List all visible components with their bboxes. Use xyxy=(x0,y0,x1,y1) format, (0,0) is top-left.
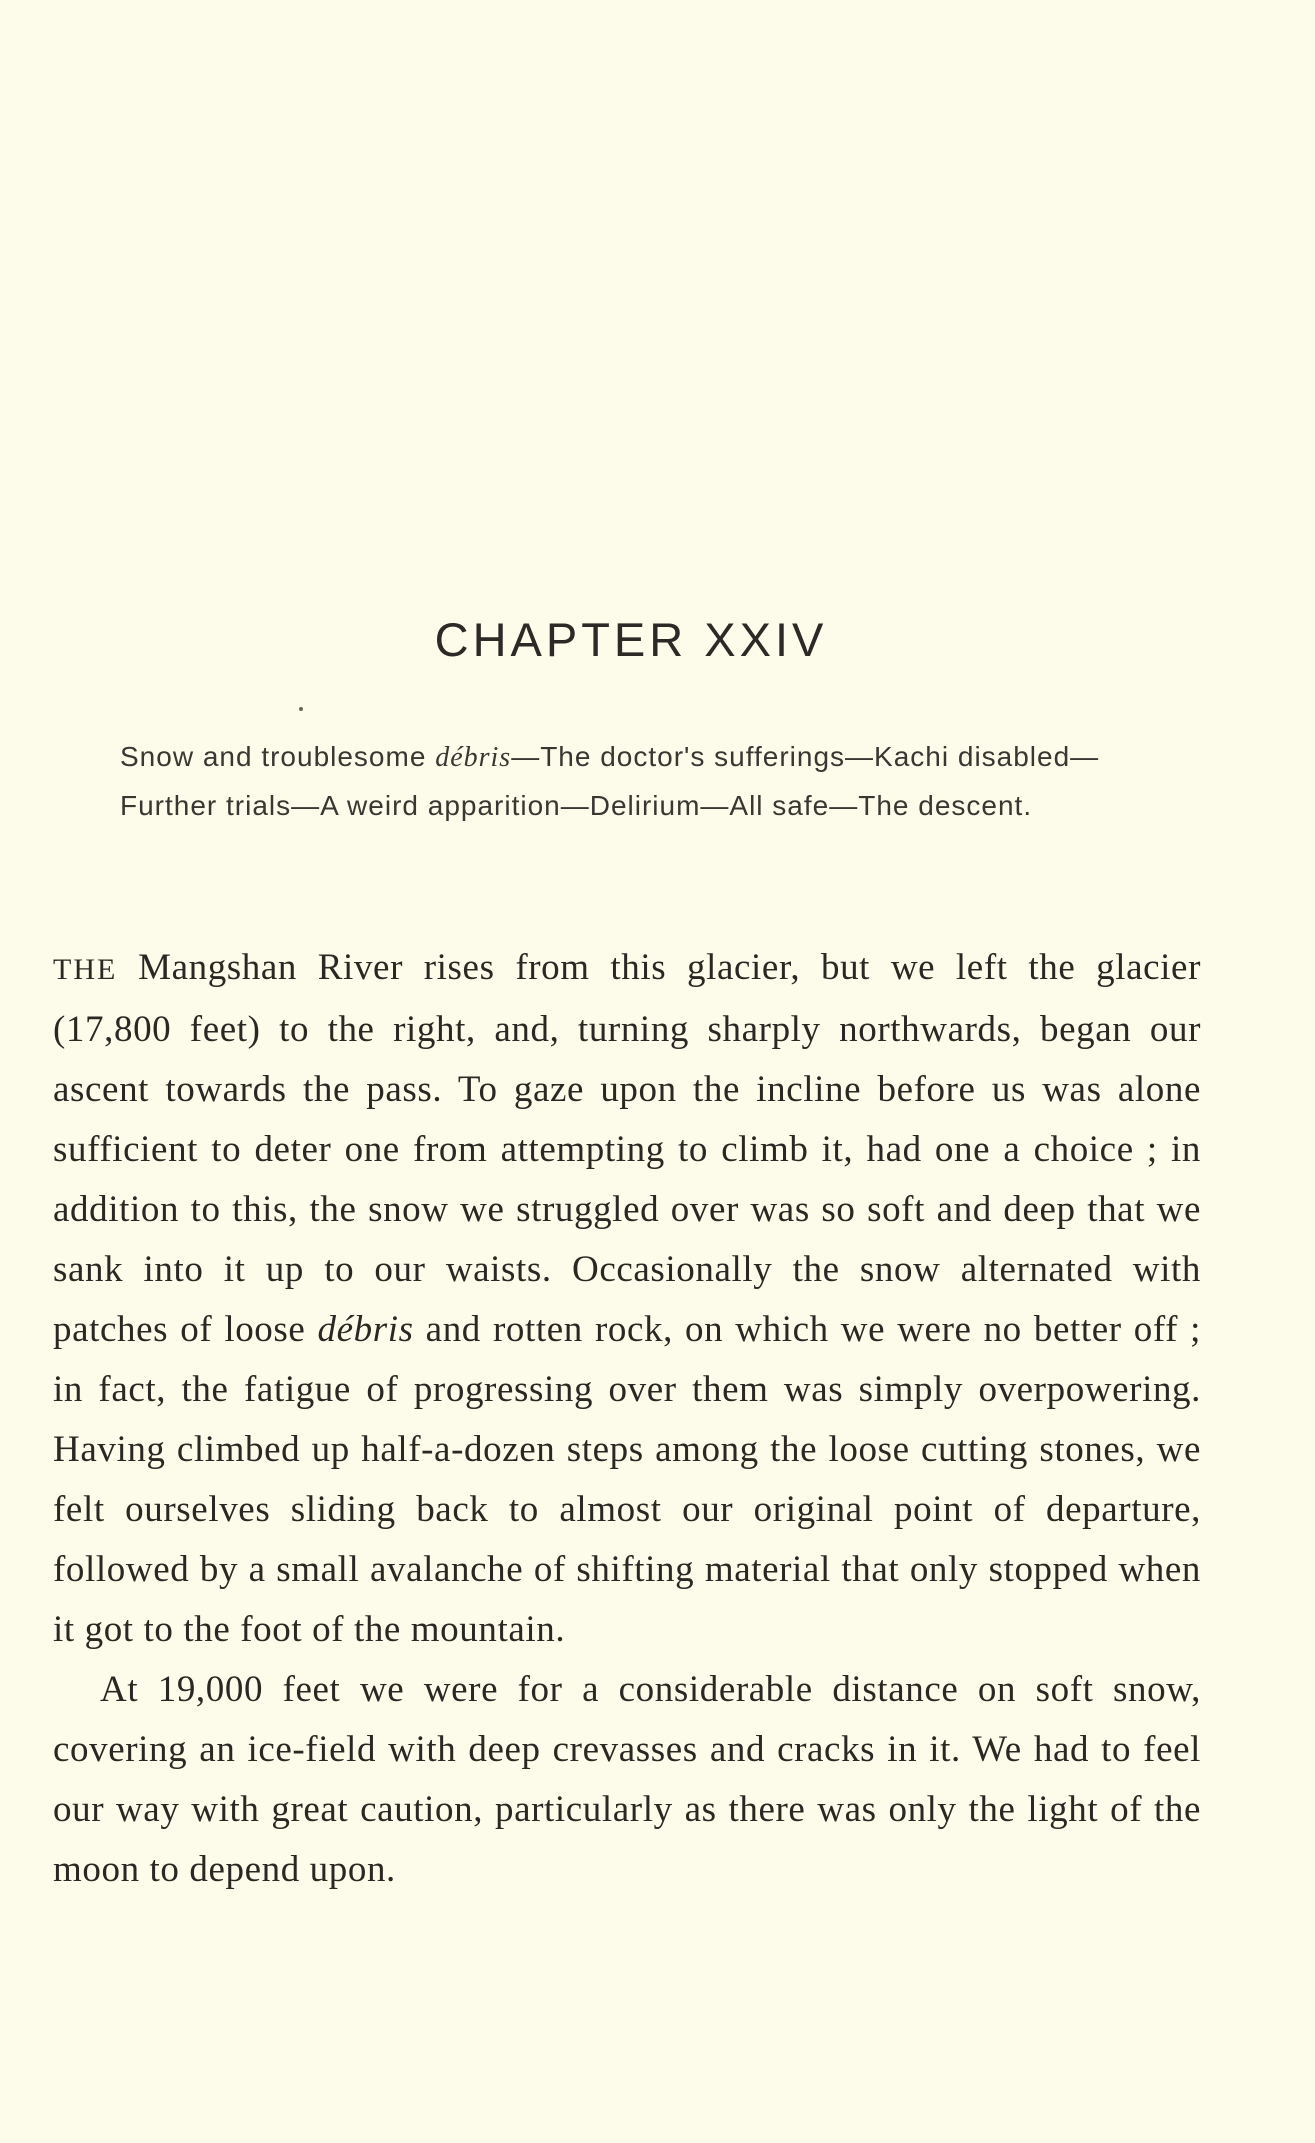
paragraph-1-text-a: Mangshan River rises from this glacier, but we left the glacier (17,800 feet) to the right, and, turning sharply northwards, began our ascent towards the pass. To gaze upon the incline before us was alone sufficient to deter one from attempting to climb it, had one a choice ; in addition to this, the snow we struggled over was so soft and deep that we sank into it up to our waists. Occasionally the snow alternated with patches of loose xyxy=(53,947,1201,1350)
body-text xyxy=(53,938,1201,1900)
paragraph-1-text-b: and rotten rock, on which we were no better off ; in fact, the fatigue of progressing over them was simply overpowering. Having climbed up half-a-dozen steps among the loose cutting stones, we felt ourselves sliding back to almost our original point of departure, followed by a small avalanche of shifting material that only stopped when it got to the foot of the mountain. xyxy=(53,1309,1201,1650)
paragraph-1 xyxy=(53,938,1201,1660)
ornament-dot xyxy=(299,707,303,711)
summary-text-2: —The doctor's sufferings—Kachi disabled—Further trials—A weird apparition—Delirium—All safe—The descent. xyxy=(120,741,1100,821)
chapter-summary xyxy=(120,733,1130,830)
paragraph-2: At 19,000 feet we were for a considerable distance on soft snow, covering an ice-field with deep crevasses and cracks in it. We had to feel our way with great caution, particularly as there was only the light of the moon to depend upon. xyxy=(53,1669,1201,1890)
paragraph-lead: THE xyxy=(53,953,118,986)
summary-text-1: Snow and troublesome xyxy=(120,741,436,772)
paragraph-1-italic: débris xyxy=(317,1309,414,1350)
chapter-title: CHAPTER XXIV xyxy=(434,613,828,666)
summary-italic: débris xyxy=(435,742,512,773)
